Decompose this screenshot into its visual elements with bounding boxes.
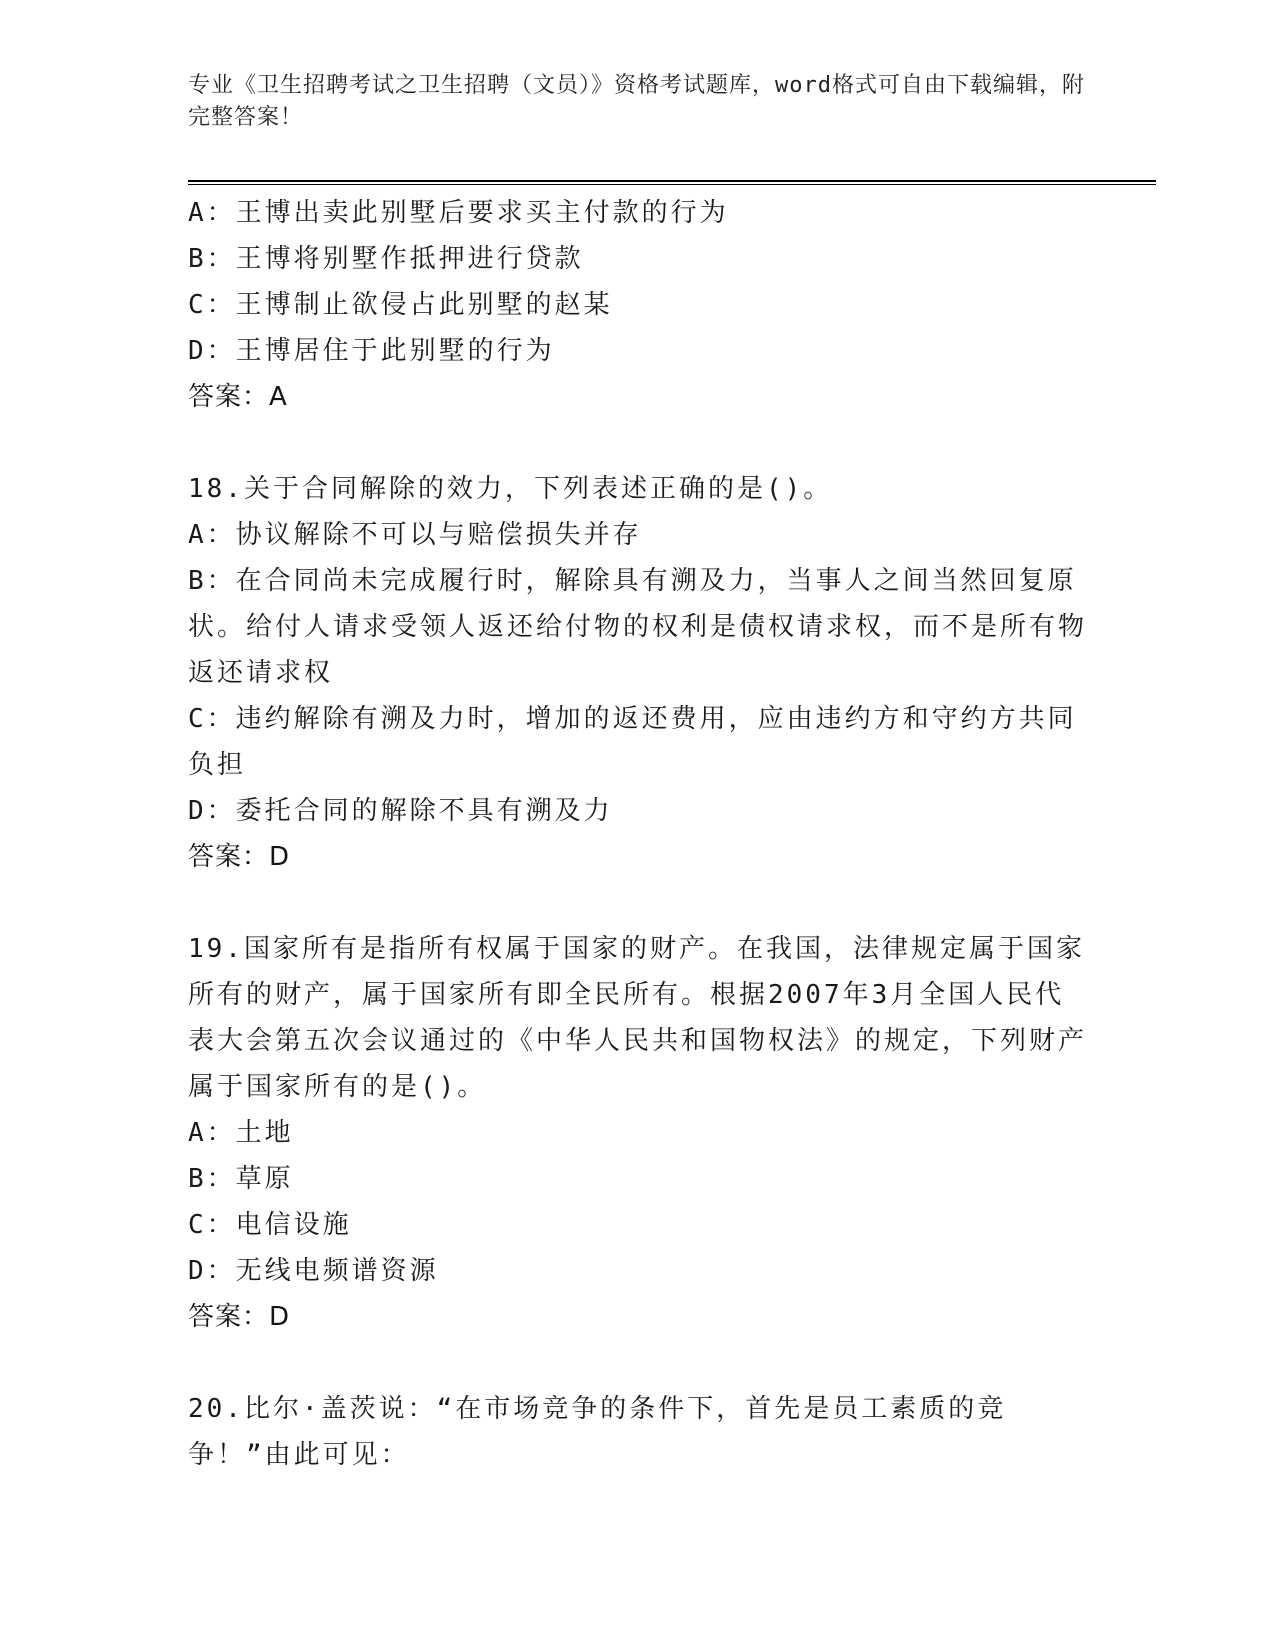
header-rule-bottom xyxy=(188,184,1156,185)
option-a: A：土地 xyxy=(188,1118,294,1148)
question-18 xyxy=(188,466,1088,880)
option-d: D：无线电频谱资源 xyxy=(188,1256,439,1286)
spacer xyxy=(188,1340,1088,1386)
answer-line: 答案：D xyxy=(188,842,291,872)
option-a: A：王博出卖此别墅后要求买主付款的行为 xyxy=(188,198,729,228)
option-c: C：王博制止欲侵占此别墅的赵某 xyxy=(188,290,613,320)
option-b: B：草原 xyxy=(188,1164,294,1194)
spacer xyxy=(188,880,1088,926)
option-d: D：委托合同的解除不具有溯及力 xyxy=(188,796,613,826)
question-content xyxy=(188,190,1088,1478)
question-text: 19.国家所有是指所有权属于国家的财产。在我国，法律规定属于国家所有的财产，属于国家所有即全民所有。根据2007年3月全国人民代表大会第五次会议通过的《中华人民共和国物权法》的规定，下列财产属于国家所有的是()。 xyxy=(188,934,1088,1102)
question-20 xyxy=(188,1386,1088,1478)
question-text: 18.关于合同解除的效力，下列表述正确的是()。 xyxy=(188,474,833,504)
question-text: 20.比尔·盖茨说：“在市场竞争的条件下，首先是员工素质的竞争！”由此可见： xyxy=(188,1394,1007,1470)
option-d: D：王博居住于此别墅的行为 xyxy=(188,336,555,366)
answer-line: 答案：A xyxy=(188,382,288,412)
option-c: C：电信设施 xyxy=(188,1210,352,1240)
option-b: B：在合同尚未完成履行时，解除具有溯及力，当事人之间当然回复原状。给付人请求受领人返还给付物的权利是债权请求权，而不是所有物返还请求权 xyxy=(188,566,1088,688)
question-17 xyxy=(188,190,1088,420)
option-c: C：违约解除有溯及力时，增加的返还费用，应由违约方和守约方共同负担 xyxy=(188,704,1077,780)
option-a: A：协议解除不可以与赔偿损失并存 xyxy=(188,520,642,550)
question-19 xyxy=(188,926,1088,1340)
answer-line: 答案：D xyxy=(188,1302,291,1332)
document-header: 专业《卫生招聘考试之卫生招聘（文员）》资格考试题库，word格式可自由下载编辑，附完整答案！ xyxy=(188,73,1085,130)
spacer xyxy=(188,420,1088,466)
option-b: B：王博将别墅作抵押进行贷款 xyxy=(188,244,584,274)
header-rule-top xyxy=(188,180,1156,182)
